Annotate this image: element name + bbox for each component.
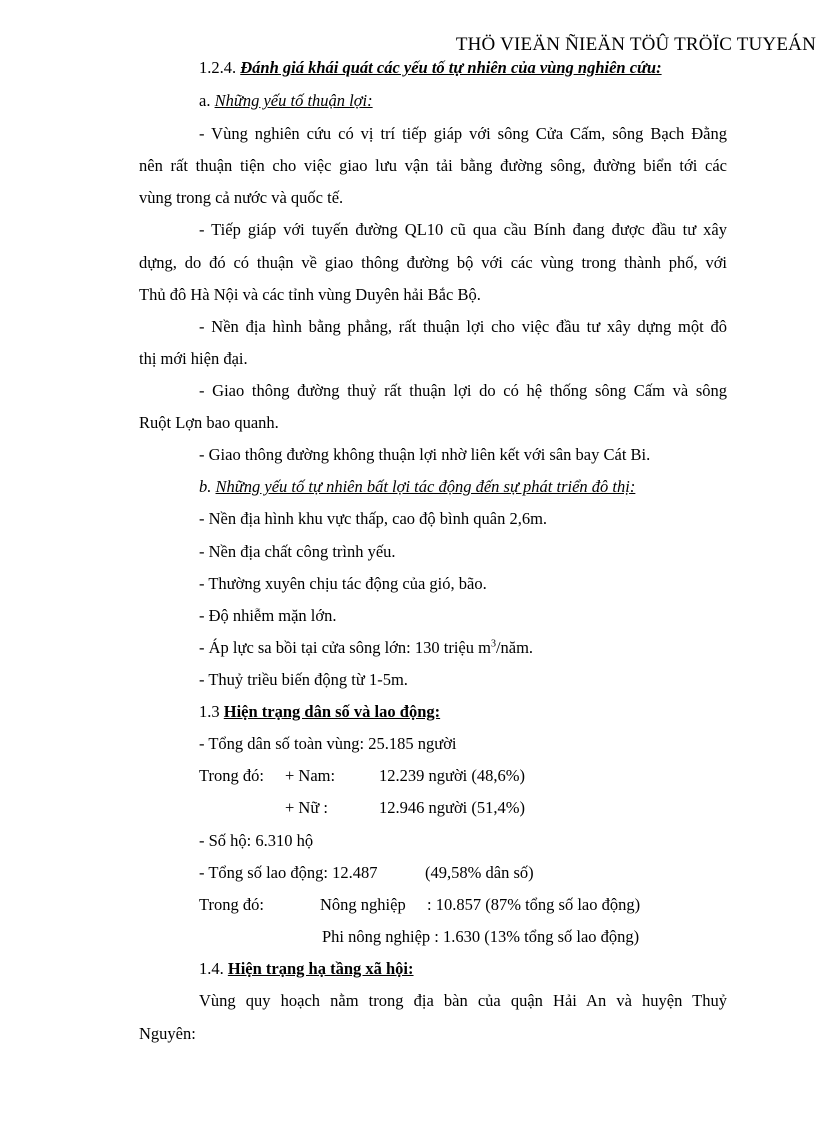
labor-agri-label: Nông nghiệp (320, 895, 406, 914)
labor-nonagri: Phi nông nghiệp : 1.630 (13% tổng số lao động) (322, 927, 640, 946)
subsection-heading-a (199, 91, 373, 111)
population-total: - Tổng dân số toàn vùng: 25.185 người (199, 734, 457, 753)
population-trong-do: Trong đó: (199, 766, 264, 785)
list-item: - Nền địa chất công trình yếu. (199, 542, 396, 561)
population-male-value: 12.239 người (48,6%) (379, 766, 525, 785)
list-item-text: /năm. (495, 638, 534, 657)
section-number: 1.3 (199, 702, 220, 721)
page-header: THÖ VIEÄN ÑIEÄN TÖÛ TRÖÏC TUYEÁN (455, 34, 816, 55)
subsection-heading-b (199, 477, 635, 497)
paragraph-line: Ruột Lợn bao quanh. (139, 413, 279, 432)
households: - Số hộ: 6.310 hộ (199, 831, 314, 850)
labor-percent: (49,58% dân số) (425, 863, 534, 882)
list-item-text: - Áp lực sa bồi tại cửa sông lớn: 130 triệu m (199, 638, 491, 657)
list-item (199, 638, 533, 658)
subsection-title: Những yếu tố tự nhiên bất lợi tác động đến sự phát triển đô thị: (215, 477, 636, 496)
section-title: Hiện trạng dân số và lao động: (223, 702, 441, 721)
subsection-title: Những yếu tố thuận lợi: (214, 91, 373, 110)
paragraph-line: thị mới hiện đại. (139, 349, 248, 368)
population-female-value: 12.946 người (51,4%) (379, 798, 525, 817)
list-item: - Thường xuyên chịu tác động của gió, bão. (199, 574, 487, 593)
paragraph-line: - Giao thông đường không thuận lợi nhờ liên kết với sân bay Cát Bi. (199, 445, 651, 464)
population-female-label: + Nữ : (285, 798, 328, 817)
paragraph-line: Thủ đô Hà Nội và các tỉnh vùng Duyên hải Bắc Bộ. (139, 285, 481, 304)
paragraph-line: Vùng quy hoạch nằm trong địa bàn của quận Hải An và huyện Thuỷ (199, 991, 727, 1010)
superscript: 3 (490, 638, 496, 650)
paragraph-line: - Giao thông đường thuỷ rất thuận lợi do có hệ thống sông Cấm và sông (199, 381, 727, 400)
subsection-letter: b. (199, 477, 212, 496)
section-number: 1.4. (199, 959, 224, 978)
section-heading-1-2-4 (199, 58, 662, 78)
paragraph-line: nên rất thuận tiện cho việc giao lưu vận tải bằng đường sông, đường biển tới các (139, 156, 727, 175)
paragraph-line: dựng, do đó có thuận về giao thông đường bộ với các vùng trong thành phố, với (139, 253, 727, 272)
section-heading-1-4 (199, 959, 414, 979)
paragraph-line: Nguyên: (139, 1024, 196, 1043)
section-heading-1-3 (199, 702, 440, 722)
paragraph-line: - Tiếp giáp với tuyến đường QL10 cũ qua cầu Bính đang được đầu tư xây (199, 220, 727, 239)
labor-trong-do: Trong đó: (199, 895, 264, 914)
population-male-label: + Nam: (285, 766, 336, 785)
list-item: - Thuỷ triều biến động từ 1-5m. (199, 670, 408, 689)
section-title: Đánh giá khái quát các yếu tố tự nhiên của vùng nghiên cứu: (240, 58, 662, 77)
labor-agri-value: : 10.857 (87% tổng số lao động) (427, 895, 641, 914)
paragraph-line: - Nền địa hình bằng phẳng, rất thuận lợi cho việc đầu tư xây dựng một đô (199, 317, 727, 336)
section-title: Hiện trạng hạ tầng xã hội: (227, 959, 414, 978)
section-number: 1.2.4. (199, 58, 237, 77)
paragraph-line: - Vùng nghiên cứu có vị trí tiếp giáp với sông Cửa Cấm, sông Bạch Đằng (199, 124, 727, 143)
subsection-letter: a. (199, 91, 211, 110)
list-item: - Độ nhiễm mặn lớn. (199, 606, 337, 625)
paragraph-line: vùng trong cả nước và quốc tế. (139, 188, 344, 207)
list-item: - Nền địa hình khu vực thấp, cao độ bình quân 2,6m. (199, 509, 548, 528)
labor-total: - Tổng số lao động: 12.487 (199, 863, 378, 882)
